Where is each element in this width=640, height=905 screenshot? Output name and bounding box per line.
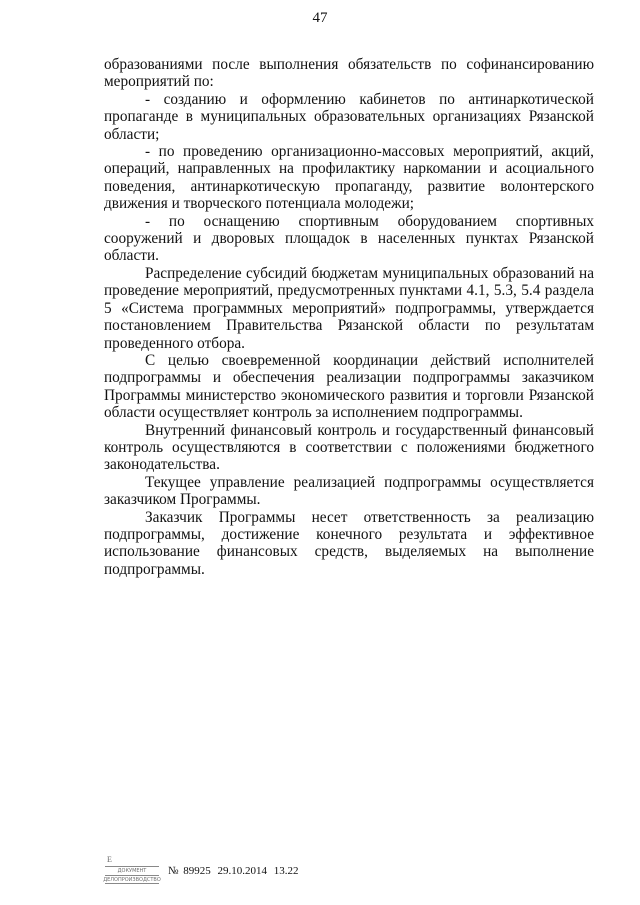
paragraph: Заказчик Программы несет ответственность за реализацию подпрограммы, достижение конечного результата и эффективное использование финансовых средств, выделяемых на выполнение подпрограммы. <box>104 508 594 578</box>
registration-number-line <box>168 865 299 877</box>
list-item: - по оснащению спортивным оборудованием спортивных сооружений и дворовых площадок в населенных пунктах Рязанской области. <box>104 212 594 265</box>
page-number: 47 <box>312 10 328 26</box>
paragraph: образованиями после выполнения обязательств по софинансированию мероприятий по: <box>104 56 594 91</box>
stamp-text-bottom: ДЕЛОПРОИЗВОДСТВО <box>103 877 161 883</box>
stamp-letter: Е <box>107 855 112 864</box>
reg-prefix: № <box>168 865 179 877</box>
paragraph: Распределение субсидий бюджетам муниципальных образований на проведение мероприятий, предусмотренных пунктами 4.1, 5.3, 5.4 раздела 5 «Система программных мероприятий» подпрограммы, утверждается постановлением Правительства Рязанской области по результатам проведенного отбора. <box>104 264 594 352</box>
document-body <box>104 56 594 578</box>
reg-time: 13.22 <box>273 865 299 877</box>
list-item: - по проведению организационно-массовых мероприятий, акций, операций, направленных на профилактику наркомании и асоциального поведения, антинаркотическую пропаганду, развитие волонтерского движения и творческого потенциала молодежи; <box>104 143 594 213</box>
stamp-line-bottom <box>105 883 159 884</box>
paragraph: Текущее управление реализацией подпрограммы осуществляется заказчиком Программы. <box>104 473 594 509</box>
stamp-line-middle <box>105 875 159 876</box>
registration-stamp <box>103 855 161 884</box>
stamp-text-top: ДОКУМЕНТ <box>117 868 147 874</box>
stamp-line-top <box>105 866 159 867</box>
paragraph: Внутренний финансовый контроль и государственный финансовый контроль осуществляются в соответствии с положениями бюджетного законодательства. <box>104 421 594 474</box>
registration-footer <box>103 855 363 886</box>
paragraph: С целью своевременной координации действий исполнителей подпрограммы и обеспечения реализации подпрограммы заказчиком Программы министерство экономического развития и торговли Рязанской области осуществляет контроль за исполнением подпрограммы. <box>104 351 594 422</box>
list-item: - созданию и оформлению кабинетов по антинаркотической пропаганде в муниципальных образовательных организациях Рязанской области; <box>104 90 594 143</box>
reg-number: 89925 <box>183 865 211 877</box>
reg-date: 29.10.2014 <box>217 865 267 877</box>
